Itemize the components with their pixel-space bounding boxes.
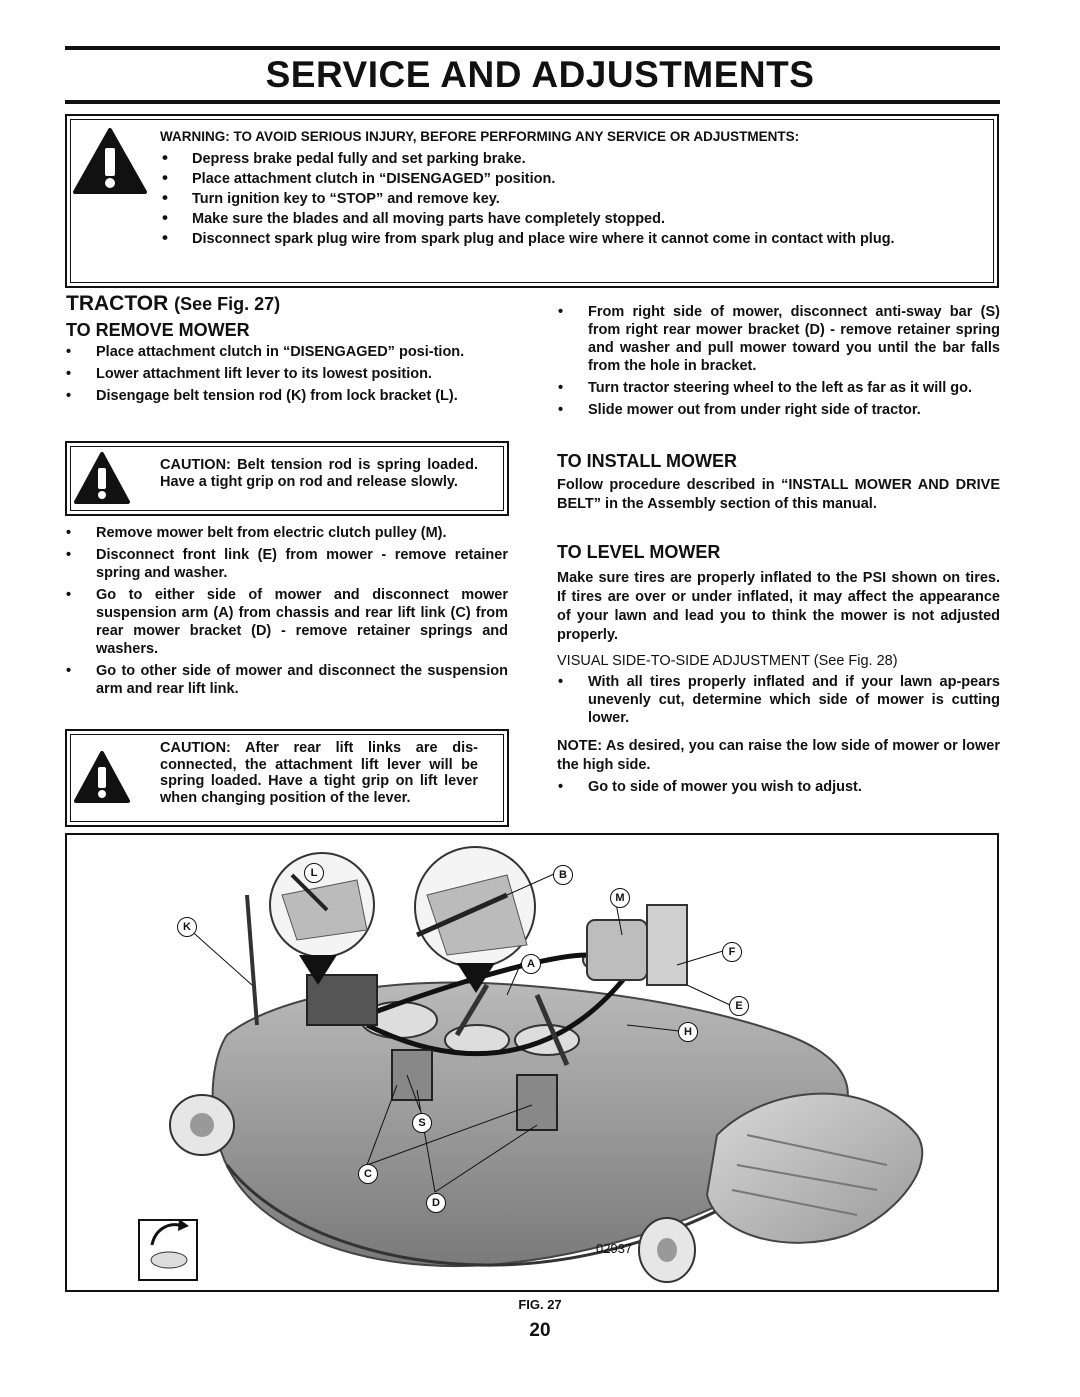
level-note: NOTE: As desired, you can raise the low side of mower or lower the high side. <box>557 738 1000 773</box>
callout-f: F <box>722 942 742 962</box>
remove-steps-b <box>66 524 508 702</box>
callout-d: D <box>426 1193 446 1213</box>
level-steps-2 <box>558 778 1000 800</box>
list-item: • Disengage belt tension rod (K) from lock bracket (L). <box>66 387 508 405</box>
list-item: • With all tires properly inflated and if your lawn ap-pears unevenly cut, determine which side of mower is cutting lower. <box>558 673 1000 727</box>
callout-s: S <box>412 1113 432 1133</box>
warning-item: • Place attachment clutch in “DISENGAGED” position. <box>160 169 970 189</box>
mower-deck-illustration <box>67 835 997 1290</box>
warning-list <box>160 149 970 249</box>
level-mower-text: Make sure tires are properly inflated to the PSI shown on tires. If tires are over or under inflated, it may affect the appearance of your lawn and lead you to think the mower is not adjusted properly. <box>557 570 1000 643</box>
list-item: • Go to side of mower you wish to adjust. <box>558 778 1000 796</box>
warning-triangle-icon <box>73 749 131 805</box>
warning-item: • Disconnect spark plug wire from spark plug and place wire where it cannot come in contact with plug. <box>160 229 970 249</box>
caution-box-2 <box>65 729 509 827</box>
warning-item: • Make sure the blades and all moving parts have completely stopped. <box>160 209 970 229</box>
warning-heading: WARNING: TO AVOID SERIOUS INJURY, BEFORE PERFORMING ANY SERVICE OR ADJUSTMENTS: <box>160 129 800 144</box>
warning-item: • Depress brake pedal fully and set parking brake. <box>160 149 970 169</box>
tractor-heading-ref: (See Fig. 27) <box>174 294 281 314</box>
callout-a: A <box>521 954 541 974</box>
list-item: • Go to either side of mower and disconnect mower suspension arm (A) from chassis and rear lift link (C) from rear mower bracket (D) - remove retainer springs and washers. <box>66 586 508 658</box>
list-item: • Slide mower out from under right side of tractor. <box>558 401 1000 419</box>
callout-e: E <box>729 996 749 1016</box>
list-item: • Place attachment clutch in “DISENGAGED” posi-tion. <box>66 343 508 361</box>
callout-h: H <box>678 1022 698 1042</box>
tractor-heading <box>66 292 280 316</box>
level-steps-1 <box>558 673 1000 731</box>
page-title: SERVICE AND ADJUSTMENTS <box>265 54 815 95</box>
callout-b: B <box>553 865 573 885</box>
list-item: • Disconnect front link (E) from mower - remove retainer spring and washer. <box>66 546 508 582</box>
tractor-heading-text: TRACTOR <box>66 292 169 315</box>
remove-mower-heading: TO REMOVE MOWER <box>66 320 250 340</box>
part-number: 02937 <box>596 1241 633 1256</box>
caution-text-2: CAUTION: After rear lift links are dis-connected, the attachment lift lever will be spring loaded. Have a tight grip on lift lever when changing position of the lever. <box>160 740 478 806</box>
warning-triangle-icon <box>73 450 131 506</box>
page-number: 20 <box>529 1320 551 1341</box>
callout-k: K <box>177 917 197 937</box>
install-mower-text: Follow procedure described in “INSTALL MOWER AND DRIVE BELT” in the Assembly section of this manual. <box>557 477 1000 512</box>
remove-steps-a <box>66 343 508 409</box>
list-item: • Go to other side of mower and disconnect the suspension arm and rear lift link. <box>66 662 508 698</box>
visual-adjustment-heading: VISUAL SIDE-TO-SIDE ADJUSTMENT (See Fig. 28) <box>557 653 898 669</box>
warning-triangle-icon <box>72 126 148 196</box>
list-item: • Turn tractor steering wheel to the left as far as it will go. <box>558 379 1000 397</box>
callout-m: M <box>610 888 630 908</box>
top-rule <box>65 46 1000 50</box>
list-item: • Remove mower belt from electric clutch pulley (M). <box>66 524 508 542</box>
level-mower-heading: TO LEVEL MOWER <box>557 542 721 562</box>
warning-item: • Turn ignition key to “STOP” and remove key. <box>160 189 970 209</box>
figure-caption: FIG. 27 <box>518 1297 562 1312</box>
caution-box-1 <box>65 441 509 516</box>
list-item: • From right side of mower, disconnect anti-sway bar (S) from right rear mower bracket (D) - remove retainer spring and washer and pull mower toward you until the bar falls from the hole in bracket. <box>558 303 1000 375</box>
title-underline <box>65 100 1000 104</box>
list-item: • Lower attachment lift lever to its lowest position. <box>66 365 508 383</box>
install-mower-heading: TO INSTALL MOWER <box>557 451 737 471</box>
caution-text-1: CAUTION: Belt tension rod is spring loaded. Have a tight grip on rod and release slowly. <box>160 457 478 490</box>
remove-steps-c <box>558 303 1000 423</box>
callout-l: L <box>304 863 324 883</box>
callout-c: C <box>358 1164 378 1184</box>
